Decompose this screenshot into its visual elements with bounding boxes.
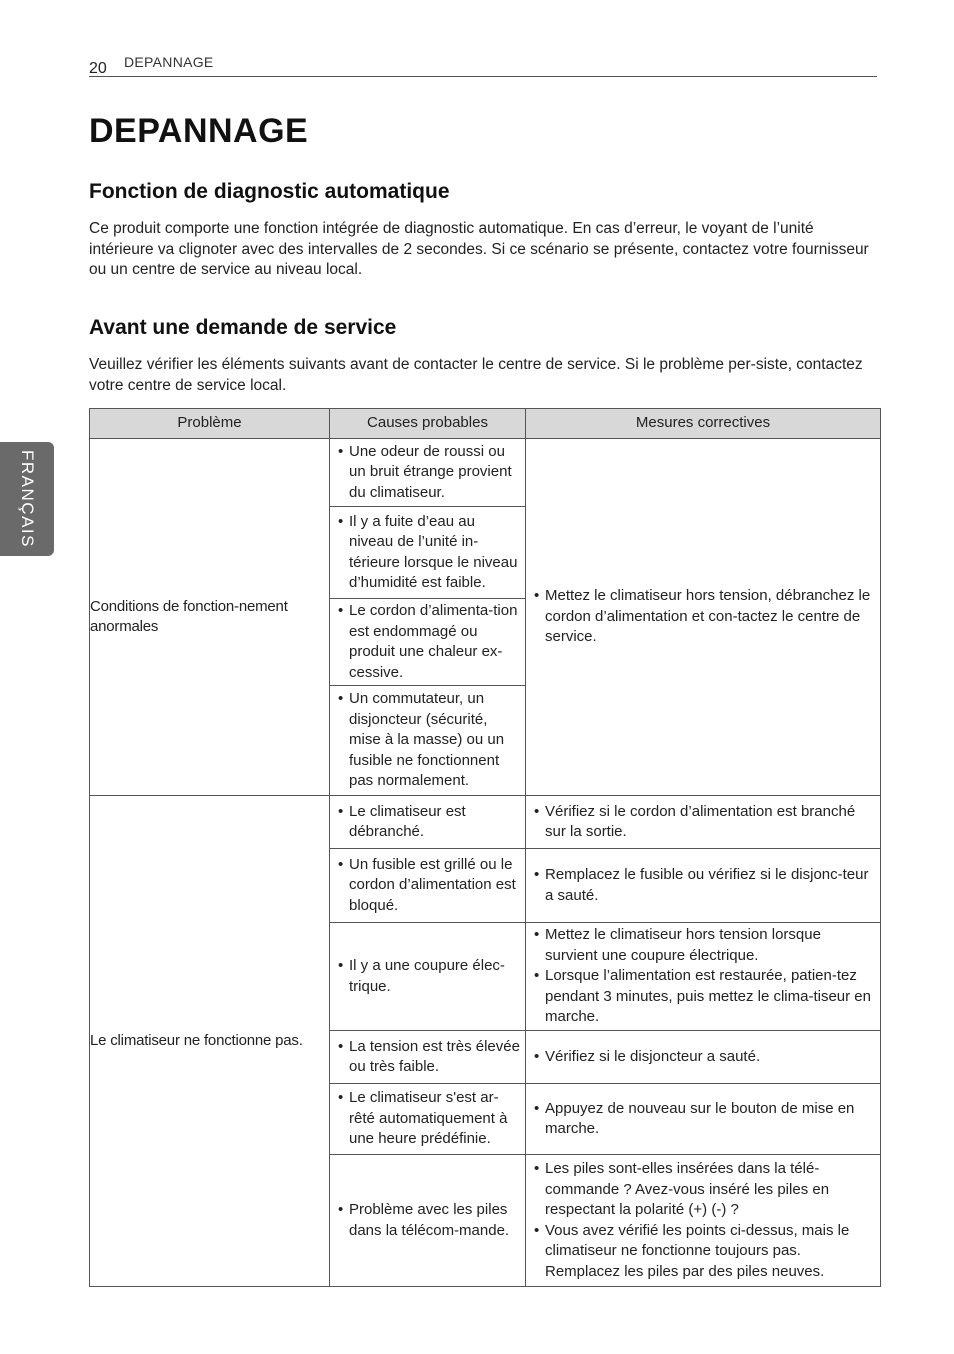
- cause-item: • Une odeur de roussi ou un bruit étrange provient du climatiseur.: [338, 442, 521, 504]
- cause-cell: [330, 686, 526, 796]
- measure-item: • Vérifiez si le disjoncteur a sauté.: [534, 1047, 876, 1068]
- section-heading-service: Avant une demande de service: [89, 316, 397, 339]
- cause-cell: [330, 507, 526, 599]
- measure-item: • Mettez le climatiseur hors tension lorsque survient une coupure électrique.: [534, 925, 876, 966]
- language-tab: [0, 442, 54, 556]
- cause-item: • Un commutateur, un disjoncteur (sécurité, mise à la masse) ou un fusible ne fonctionnent pas normalement.: [338, 689, 521, 792]
- table-header-row: [90, 409, 881, 439]
- cause-cell: [330, 439, 526, 507]
- column-header-problem: Problème: [90, 409, 330, 439]
- measure-cell: [526, 796, 881, 849]
- column-header-causes: Causes probables: [330, 409, 526, 439]
- cause-item: • Il y a une coupure élec-trique.: [338, 956, 521, 997]
- measure-item: • Vérifiez si le cordon d’alimentation est branché sur la sortie.: [534, 802, 876, 843]
- cause-cell: [330, 1084, 526, 1155]
- cause-cell: [330, 849, 526, 923]
- problem-cell: Conditions de fonction-nement anormales: [90, 439, 330, 796]
- measure-cell: [526, 1031, 881, 1084]
- cause-item: • Un fusible est grillé ou le cordon d’alimentation est bloqué.: [338, 855, 521, 917]
- table-row: [90, 439, 881, 507]
- measure-item: • Mettez le climatiseur hors tension, débranchez le cordon d’alimentation et con-tactez le centre de service.: [534, 586, 876, 648]
- cause-item: • Il y a fuite d’eau au niveau de l’unité in-térieure lorsque le niveau d’humidité est faible.: [338, 512, 521, 594]
- measure-cell: [526, 439, 881, 796]
- measure-item: • Les piles sont-elles insérées dans la télé-commande ? Avez-vous inséré les piles en respectant la polarité (+) (-) ?: [534, 1159, 876, 1221]
- cause-cell: [330, 923, 526, 1031]
- troubleshooting-table: [89, 408, 881, 1287]
- section-heading-diagnostic: Fonction de diagnostic automatique: [89, 180, 450, 203]
- cause-cell: [330, 1031, 526, 1084]
- cause-item: • Le climatiseur est débranché.: [338, 802, 521, 843]
- cause-cell: [330, 796, 526, 849]
- page-title: DEPANNAGE: [89, 112, 309, 150]
- language-tab-label: FRANÇAIS: [18, 450, 37, 548]
- cause-item: • Problème avec les piles dans la télécom-mande.: [338, 1200, 521, 1241]
- running-title: DEPANNAGE: [124, 54, 214, 70]
- measure-cell: [526, 1084, 881, 1155]
- measure-cell: [526, 849, 881, 923]
- measure-cell: [526, 1155, 881, 1287]
- service-paragraph: Veuillez vérifier les éléments suivants avant de contacter le centre de service. Si le problème per-siste, contactez votre centre de service local.: [89, 356, 863, 394]
- measure-item: • Vous avez vérifié les points ci-dessus, mais le climatiseur ne fonctionne toujours pas. Remplacez les piles par des piles neuves.: [534, 1221, 876, 1283]
- table-row: [90, 796, 881, 849]
- page-header: [89, 52, 877, 77]
- measure-item: • Remplacez le fusible ou vérifiez si le disjonc-teur a sauté.: [534, 865, 876, 906]
- measure-cell: [526, 923, 881, 1031]
- measure-item: • Appuyez de nouveau sur le bouton de mise en marche.: [534, 1099, 876, 1140]
- measure-item: • Lorsque l’alimentation est restaurée, patien-tez pendant 3 minutes, puis mettez le clima-tiseur en marche.: [534, 966, 876, 1028]
- cause-item: • Le cordon d’alimenta-tion est endommagé ou produit une chaleur ex-cessive.: [338, 601, 521, 683]
- cause-cell: [330, 1155, 526, 1287]
- cause-item: • Le climatiseur s'est ar-rêté automatiquement à une heure prédéfinie.: [338, 1088, 521, 1150]
- problem-cell: Le climatiseur ne fonctionne pas.: [90, 796, 330, 1287]
- cause-cell: [330, 599, 526, 686]
- column-header-measures: Mesures correctives: [526, 409, 881, 439]
- cause-item: • La tension est très élevée ou très faible.: [338, 1037, 521, 1078]
- diagnostic-paragraph: Ce produit comporte une fonction intégrée de diagnostic automatique. En cas d’erreur, le voyant de l’unité intérieure va clignoter avec des intervalles de 2 secondes. Si ce scénario se présente, contactez votre fournisseur ou un centre de service au niveau local.: [89, 220, 869, 278]
- page-number: 20: [89, 60, 107, 77]
